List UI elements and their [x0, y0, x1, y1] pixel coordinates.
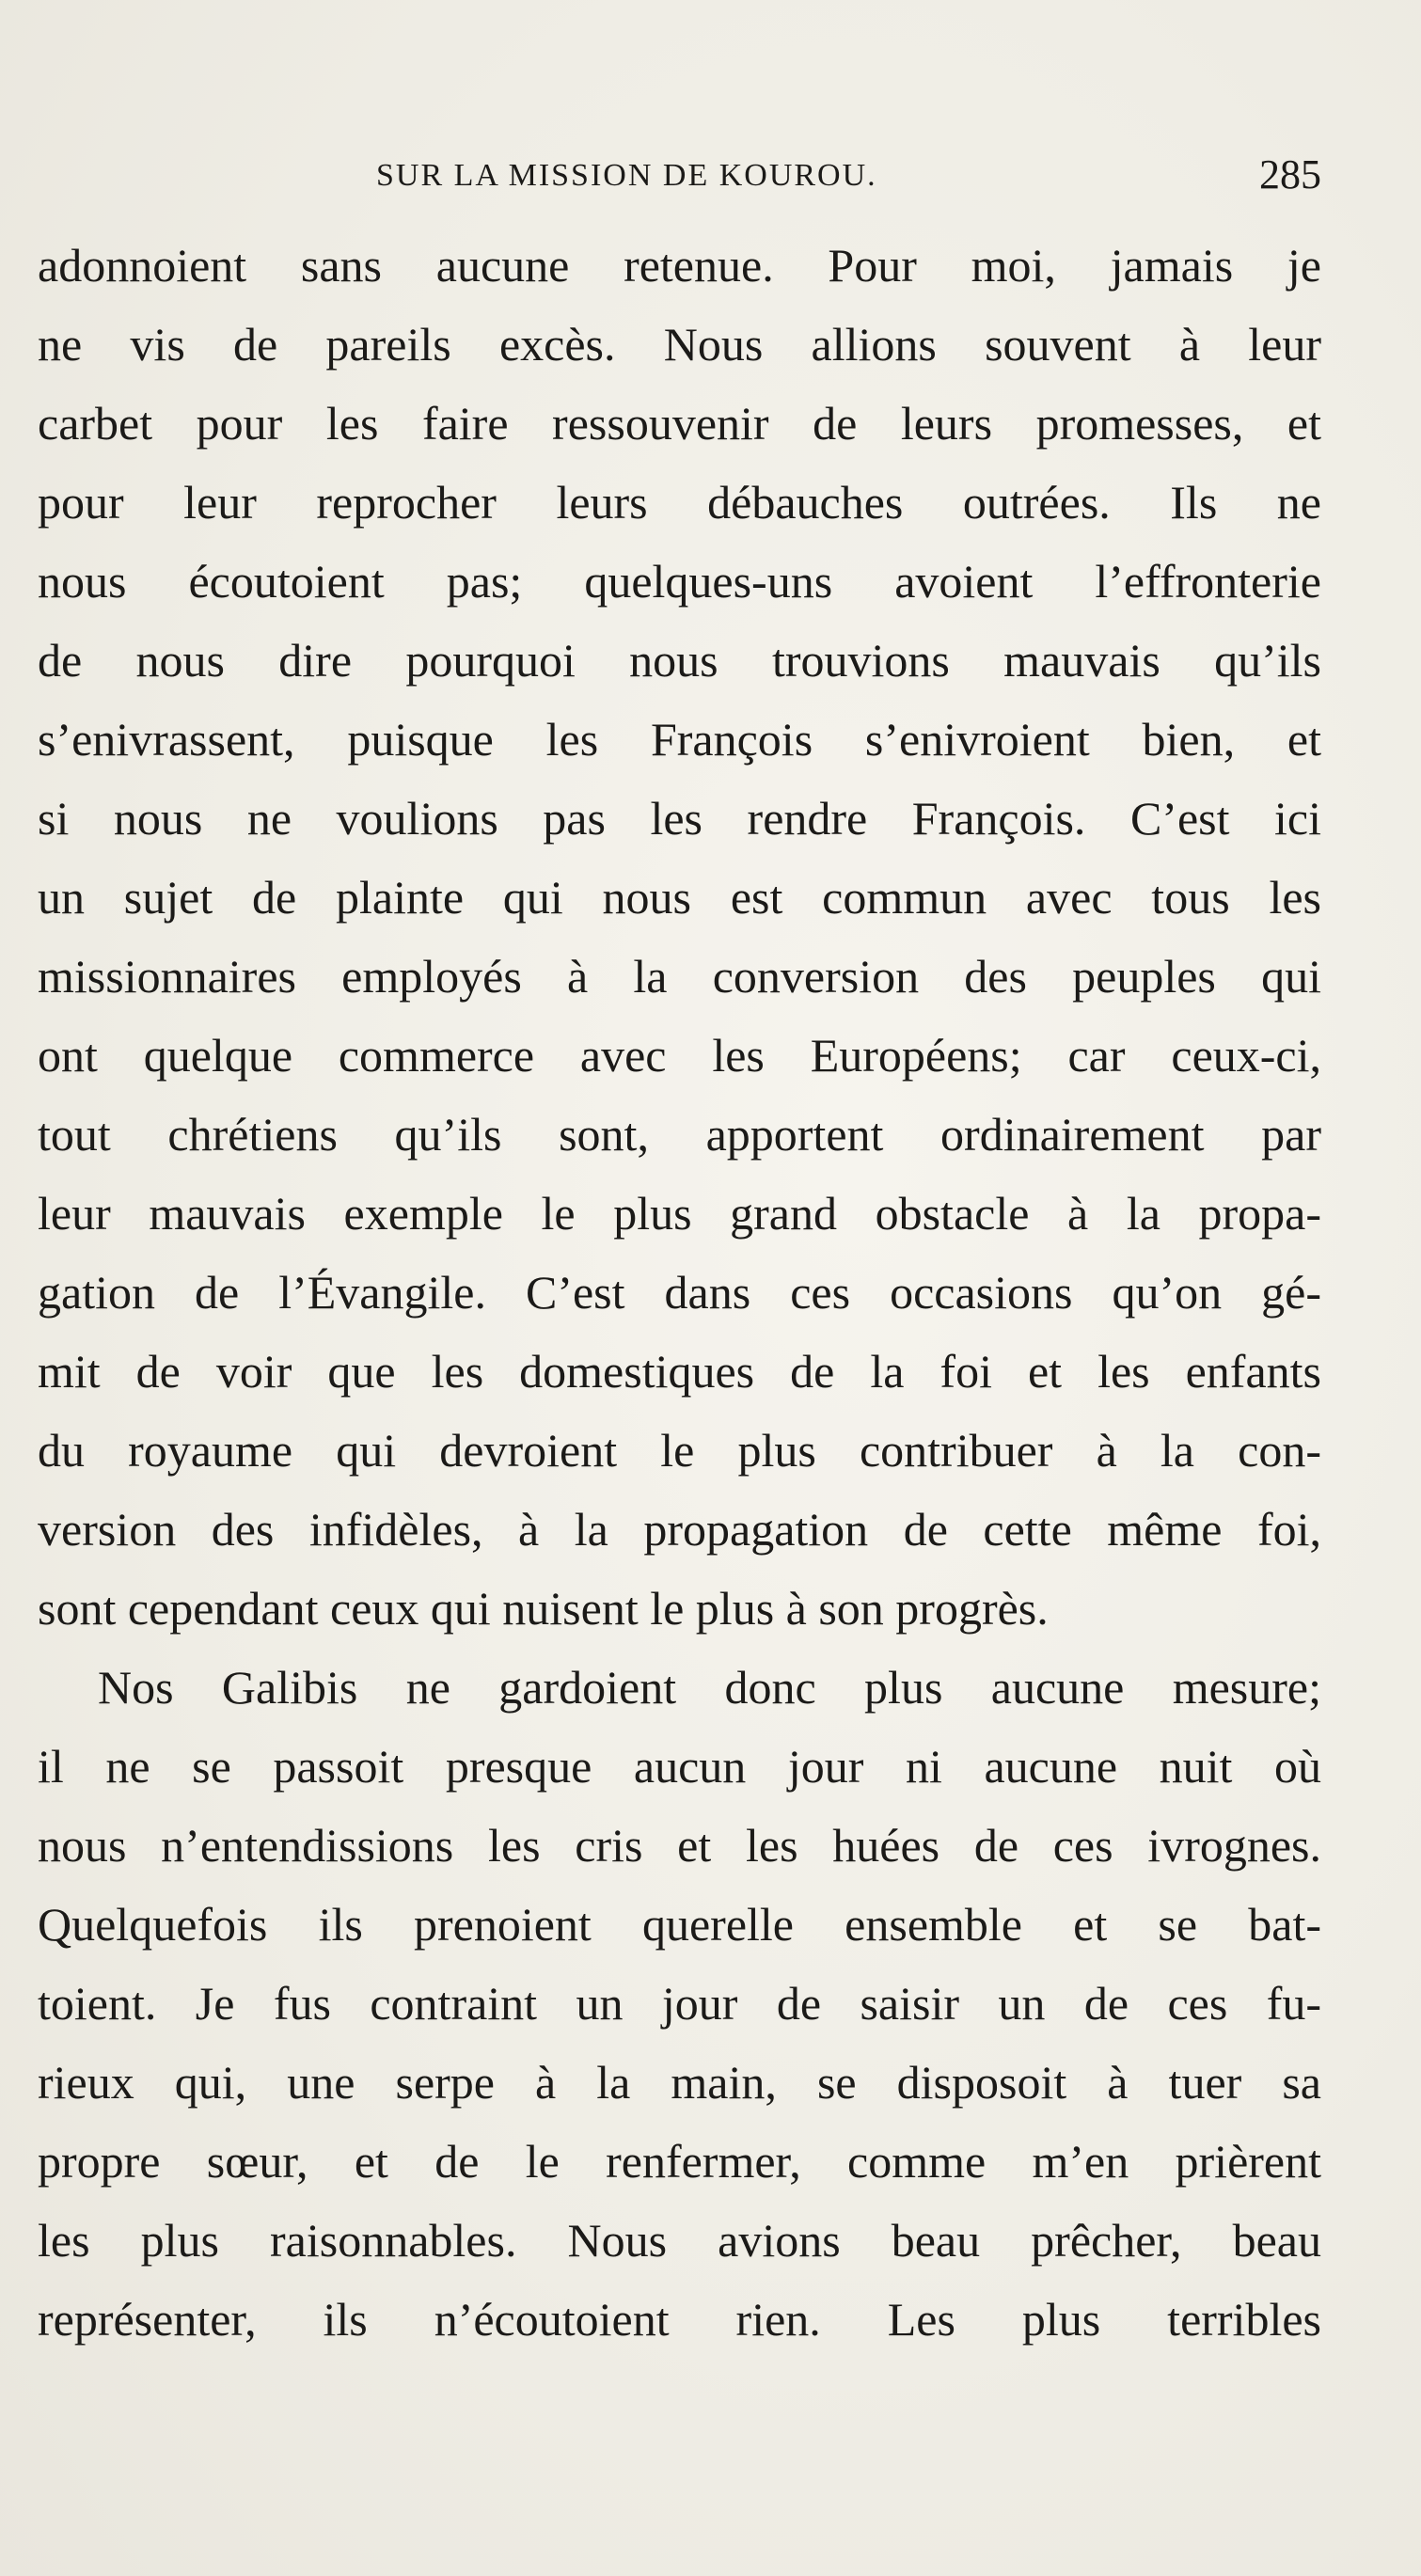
text-line: du royaume qui devroient le plus contribuer à la con- [38, 1424, 1321, 1477]
running-title: SUR LA MISSION DE KOUROU. [376, 158, 877, 193]
text-line: mit de voir que les domestiques de la foi et les enfants [38, 1345, 1321, 1398]
paragraph-start-line: Nos Galibis ne gardoient donc plus aucune mesure; [98, 1661, 1321, 1714]
text-line: s’enivrassent, puisque les François s’enivroient bien, et [38, 713, 1321, 766]
text-line: de nous dire pourquoi nous trouvions mauvais qu’ils [38, 634, 1321, 687]
text-line: missionnaires employés à la conversion des peuples qui [38, 950, 1321, 1003]
text-line: il ne se passoit presque aucun jour ni aucune nuit où [38, 1740, 1321, 1793]
text-line: tout chrétiens qu’ils sont, apportent ordinairement par [38, 1108, 1321, 1161]
text-line: leur mauvais exemple le plus grand obstacle à la propa- [38, 1187, 1321, 1240]
page-number: 285 [1259, 151, 1321, 198]
text-line: un sujet de plainte qui nous est commun avec tous les [38, 871, 1321, 924]
text-line: les plus raisonnables. Nous avions beau prêcher, beau [38, 2214, 1321, 2267]
text-line: adonnoient sans aucune retenue. Pour moi, jamais je [38, 239, 1321, 292]
text-line: pour leur reprocher leurs débauches outrées. Ils ne [38, 476, 1321, 529]
text-line: ne vis de pareils excès. Nous allions souvent à leur [38, 318, 1321, 371]
text-line: carbet pour les faire ressouvenir de leurs promesses, et [38, 397, 1321, 450]
text-line: nous n’entendissions les cris et les huées de ces ivrognes. [38, 1819, 1321, 1872]
text-line: Quelquefois ils prenoient querelle ensemble et se bat- [38, 1898, 1321, 1951]
text-line: gation de l’Évangile. C’est dans ces occasions qu’on gé- [38, 1266, 1321, 1319]
text-line: si nous ne voulions pas les rendre François. C’est ici [38, 792, 1321, 845]
text-line: toient. Je fus contraint un jour de saisir un de ces fu- [38, 1977, 1321, 2030]
text-line: rieux qui, une serpe à la main, se disposoit à tuer sa [38, 2056, 1321, 2109]
text-line: propre sœur, et de le renfermer, comme m’en prièrent [38, 2135, 1321, 2188]
text-line: représenter, ils n’écoutoient rien. Les plus terribles [38, 2293, 1321, 2346]
page-header [38, 150, 1321, 207]
text-line: ont quelque commerce avec les Européens; car ceux-ci, [38, 1029, 1321, 1082]
text-line: version des infidèles, à la propagation de cette même foi, [38, 1503, 1321, 1556]
paragraph-end-line: sont cependant ceux qui nuisent le plus à son progrès. [38, 1582, 1049, 1635]
text-line: nous écoutoient pas; quelques-uns avoient l’effronterie [38, 555, 1321, 608]
body-text [38, 226, 1321, 2359]
